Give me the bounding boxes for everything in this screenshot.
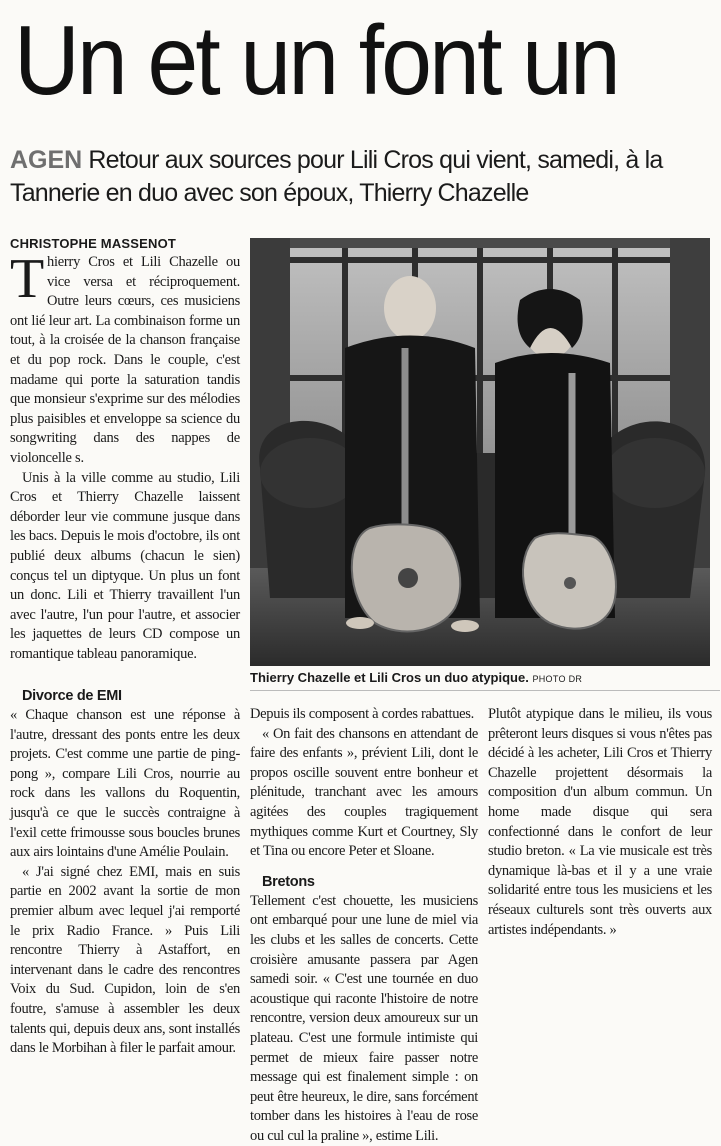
section-heading-divorce: Divorce de EMI: [22, 688, 122, 704]
intro-paragraph-1-text: hierry Cros et Lili Chazelle ou vice versa et réciproquement. Outre leurs cœurs, ces musiciens ont lié leur art. La combinaison forme un tout, à la croisée de la chanson française et du pop rock. Dans le couple, c'est madame qui porte la saturation tandis que monsieur s'exprime sur des mélodies plus paisibles et enveloppe sa science du songwriting dans des nappes de violoncelle s.: [10, 254, 240, 466]
body-column-1: [10, 686, 240, 1059]
intro-paragraph-1: [10, 248, 240, 469]
section-heading-bretons: Bretons: [262, 873, 315, 890]
intro-column: [10, 248, 240, 664]
body-paragraph: Plutôt atypique dans le milieu, ils vous prêteront leurs disques si vous n'êtes pas décidé à les acheter, Lili Cros et Thierry Chazelle projettent désormais la composition d'un album commun. Un home made disque qui sera confectionné dans le confort de leur studio breton. « La vie musicale est très dynamique là-bas et il y a une vraie solidarité entre tous les musiciens et les réseaux culturels sont très ouverts aux artistes indépendants. »: [488, 706, 712, 938]
dateline-place: AGEN: [10, 146, 83, 174]
body-column-2: [250, 705, 478, 1146]
duo-photo-illustration: [250, 238, 710, 666]
photo-credit: PHOTO DR: [532, 674, 583, 684]
caption-text: Thierry Chazelle et Lili Cros un duo atypique.: [250, 670, 529, 685]
drop-cap: T: [10, 248, 44, 310]
body-paragraph: Depuis ils composent à cordes rabattues.: [250, 706, 474, 722]
caption-divider: [250, 690, 720, 691]
author-byline: CHRISTOPHE MASSENOT: [10, 236, 177, 251]
intro-paragraph-2: Unis à la ville comme au studio, Lili Cros et Thierry Chazelle laissent déborder leur vie commune jusque dans les bacs. Depuis le mois d'octobre, ils ont publié deux albums (chacun le sien) conçus tel un diptyque. Un plus un font un donc. Lili et Thierry travaillent l'un avec l'autre, l'un pour l'autre, et associer les jaquettes de leurs CD compose un romantique tableau panoramique.: [10, 469, 240, 662]
body-column-3: [488, 705, 712, 940]
photo-caption: [250, 670, 720, 685]
article-photo: [250, 238, 710, 666]
headline: Un et un font un: [14, 5, 618, 115]
subtitle-text: Retour aux sources pour Lili Cros qui vient, samedi, à la Tannerie en duo avec son époux, Thierry Chazelle: [10, 146, 663, 207]
body-paragraph: « On fait des chansons en attendant de faire des enfants », prévient Lili, dont le propos oscille souvent entre bonheur et plénitude, tranchant avec les amours agitées des couples tragiquement mythiques comme Kurt et Courtney, Sly et Tina ou encore Peter et Sloane.: [250, 725, 478, 860]
subtitle: [10, 144, 710, 210]
body-paragraph: « J'ai signé chez EMI, mais en suis partie en 2002 avant la sortie de mon premier album avec lequel j'ai remporté le prix Radio France. » Puis Lili rencontre Thierry à Astaffort, en intervenant dans le cadre des rencontres Voix du Sud. Cupidon, loin de s'en foutre, s'amuse à assembler les deux talents qui, depuis deux ans, sont installés dans le Morbihan à filer le parfait amour.: [10, 863, 240, 1057]
body-paragraph: Tellement c'est chouette, les musiciens ont embarqué pour une lune de miel via les clubs et les salles de concerts. Cette croisière amusante passera par Agen samedi soir. « C'est une tournée en duo acoustique qui raconte l'histoire de notre rencontre, version deux amoureux sur un plateau. C'est une formule intimiste qui permet de mieux faire passer notre message qui est finalement simple : on peut être heureux, le dire, sans forcément tomber dans les histoires à l'eau de rose ou cul cul la praline », estime Lili.: [250, 892, 478, 1144]
body-paragraph: « Chaque chanson est une réponse à l'autre, dressant des ponts entre les deux projets. C'est comme une partie de ping-pong », compare Lili Cros, nourrie au rock dans les vallons du Roquentin, jusqu'à ce que le succès contraigne à l'exil cette frimousse sous boucles brunes aux airs lointains d'une Amélie Poulain.: [10, 707, 240, 861]
